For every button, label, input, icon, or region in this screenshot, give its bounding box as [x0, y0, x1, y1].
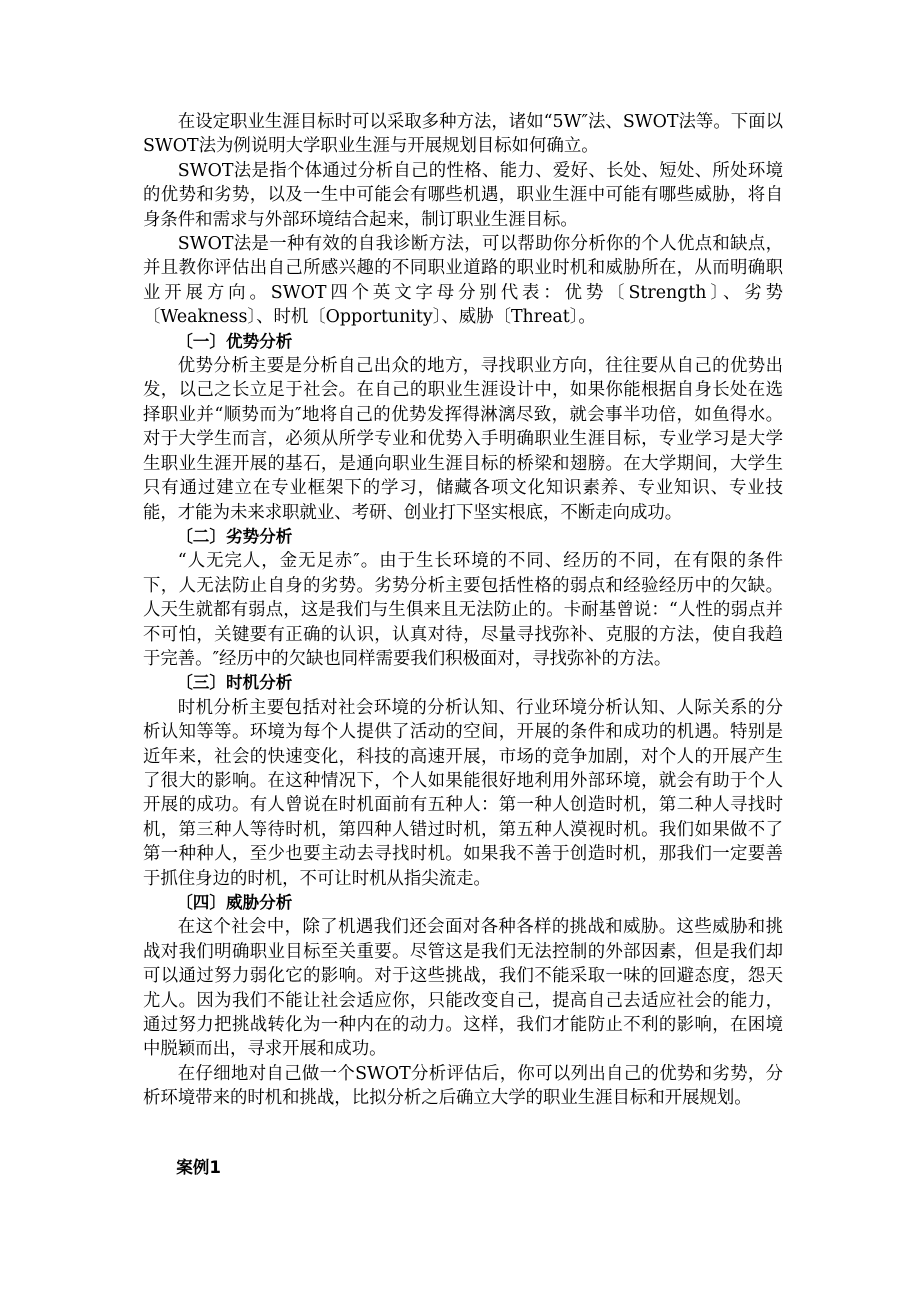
heading-weakness: 〔二〕劣势分析 [176, 526, 293, 546]
intro-paragraph-2: SWOT法是指个体通过分析自己的性格、能力、爱好、长处、短处、所处环境的优势和劣势，以及一生中可能会有哪些机遇，职业生涯中可能有哪些威胁，将自身条件和需求与外部环境结合起来，制订职业生涯目标。 [143, 160, 783, 230]
intro-paragraph-3: SWOT法是一种有效的自我诊断方法，可以帮助你分析你的个人优点和缺点，并且教你评估出自己所感兴趣的不同职业道路的职业时机和威胁所在，从而明确职业开展方向。SWOT四个英文字母分别代表：优势〔Strength〕、劣势〔Weakness〕、时机〔Opportunity〕、威胁〔Threat〕。 [143, 234, 783, 328]
case-title: 案例1 [176, 1157, 221, 1177]
document-page [143, 110, 783, 1180]
opportunity-paragraph: 时机分析主要包括对社会环境的分析认知、行业环境分析认知、人际关系的分析认知等等。环境为每个人提供了活动的空间，开展的条件和成功的机遇。特别是近年来，社会的快速变化，科技的高速开展，市场的竞争加剧，对个人的开展产生了很大的影响。在这种情况下，个人如果能很好地利用外部环境，就会有助于个人开展的成功。有人曾说在时机面前有五种人：第一种人创造时机，第二种人寻找时机，第三种人等待时机，第四种人错过时机，第五种人漠视时机。我们如果做不了第一种种人，至少也要主动去寻找时机。如果我不善于创造时机，那我们一定要善于抓住身边的时机，不可让时机从指尖流走。 [143, 697, 783, 889]
intro-paragraph-1: 在设定职业生涯目标时可以采取多种方法，诸如“5W″法、SWOT法等。下面以SWOT法为例说明大学职业生涯与开展规划目标如何确立。 [143, 112, 783, 157]
strength-paragraph: 优势分析主要是分析自己出众的地方，寻找职业方向，往往要从自己的优势出发，以己之长立足于社会。在自己的职业生涯设计中，如果你能根据自身长处在选择职业并“顺势而为″地将自己的优势发挥得淋漓尽致，就会事半功倍，如鱼得水。对于大学生而言，必须从所学专业和优势入手明确职业生涯目标，专业学习是大学生职业生涯开展的基石，是通向职业生涯目标的桥梁和翅膀。在大学期间，大学生只有通过建立在专业框架下的学习，储藏各项文化知识素养、专业知识、专业技能，才能为未来求职就业、考研、创业打下坚实根底，不断走向成功。 [143, 356, 783, 523]
conclusion-paragraph: 在仔细地对自己做一个SWOT分析评估后，你可以列出自己的优势和劣势，分析环境带来的时机和挑战，比拟分析之后确立大学的职业生涯目标和开展规划。 [143, 1063, 783, 1109]
threat-paragraph: 在这个社会中，除了机遇我们还会面对各种各样的挑战和威胁。这些威胁和挑战对我们明确职业目标至关重要。尽管这是我们无法控制的外部因素，但是我们却可以通过努力弱化它的影响。对于这些挑战，我们不能采取一味的回避态度，怨天尤人。因为我们不能让社会适应你，只能改变自己，提高自己去适应社会的能力，通过努力把挑战转化为一种内在的动力。这样，我们才能防止不利的影响，在困境中脱颖而出，寻求开展和成功。 [143, 917, 783, 1060]
heading-threat: 〔四〕威胁分析 [176, 893, 293, 912]
heading-opportunity: 〔三〕时机分析 [176, 673, 293, 693]
weakness-paragraph: “人无完人，金无足赤″。由于生长环境的不同、经历的不同，在有限的条件下，人无法防止自身的劣势。劣势分析主要包括性格的弱点和经验经历中的欠缺。人天生就都有弱点，这是我们与生俱来且无法防止的。卡耐基曾说：“人性的弱点并不可怕，关键要有正确的认识，认真对待，尽量寻找弥补、克服的方法，使自我趋于完善。″经历中的欠缺也同样需要我们积极面对，寻找弥补的方法。 [143, 551, 783, 669]
heading-strength: 〔一〕优势分析 [176, 331, 293, 351]
